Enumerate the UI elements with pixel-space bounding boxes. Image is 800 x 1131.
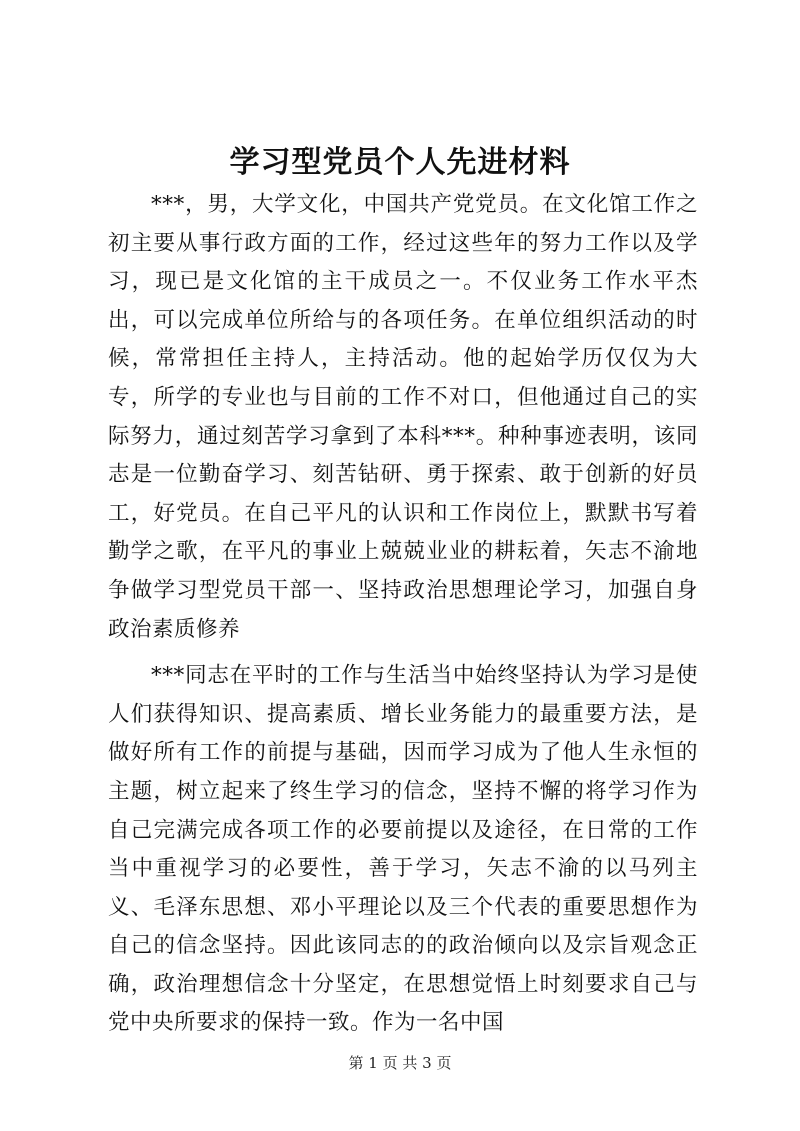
body-paragraph-1: ***，男，大学文化，中国共产党党员。在文化馆工作之初主要从事行政方面的工作，经过这些年的努力工作以及学习，现已是文化馆的主干成员之一。不仅业务工作水平杰出，可以完成单位所给与的各项任务。在单位组织活动的时候，常常担任主持人，主持活动。他的起始学历仅仅为大专，所学的专业也与目前的工作不对口，但他通过自己的实际努力，通过刻苦学习拿到了本科***。种种事迹表明，该同志是一位勤奋学习、刻苦钻研、勇于探索、敢于创新的好员工，好党员。在自己平凡的认识和工作岗位上，默默书写着勤学之歌，在平凡的事业上兢兢业业的耕耘着，矢志不渝地争做学习型党员干部一、坚持政治思想理论学习，加强自身政治素质修养 bbox=[108, 192, 698, 642]
page-number-footer: 第 1 页 共 3 页 bbox=[348, 1054, 452, 1072]
document-title: 学习型党员个人先进材料 bbox=[229, 145, 571, 180]
body-paragraph-2: ***同志在平时的工作与生活当中始终坚持认为学习是使人们获得知识、提高素质、增长业务能力的最重要方法，是做好所有工作的前提与基础，因而学习成为了他人生永恒的主题，树立起来了终生学习的信念，坚持不懈的将学习作为自己完满完成各项工作的必要前提以及途径，在日常的工作当中重视学习的必要性，善于学习，矢志不渝的以马列主义、毛泽东思想、邓小平理论以及三个代表的重要思想作为自己的信念坚持。因此该同志的的政治倾向以及宗旨观念正确，政治理想信念十分坚定，在思想觉悟上时刻要求自己与党中央所要求的保持一致。作为一名中国 bbox=[108, 663, 698, 1036]
document-body bbox=[108, 186, 698, 1051]
